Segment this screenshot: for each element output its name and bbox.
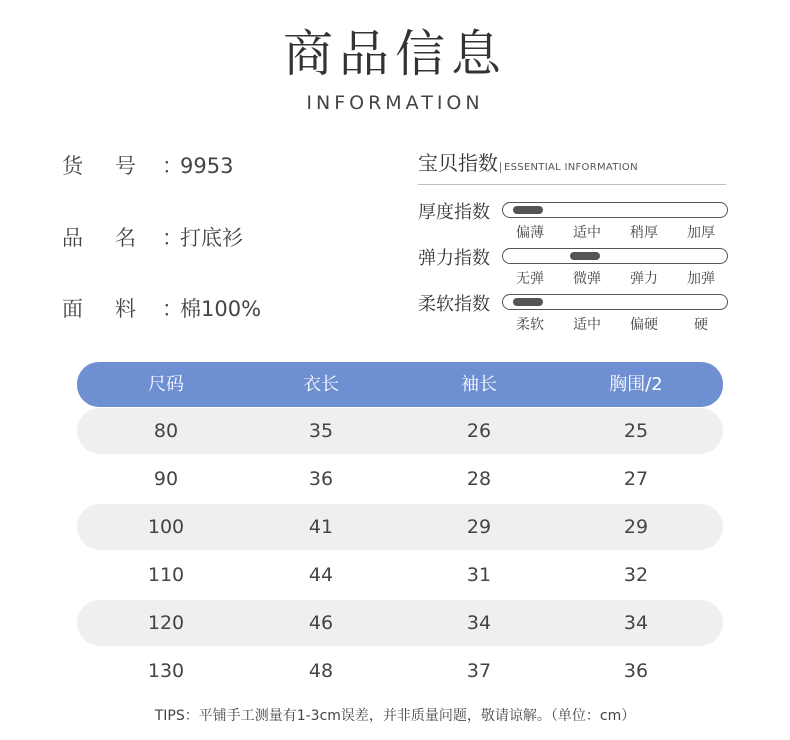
index-level-label: 适中 <box>573 225 601 241</box>
cell-chest: 36 <box>623 660 649 682</box>
cell-chest: 29 <box>623 516 649 538</box>
cell-sleeve: 26 <box>466 420 492 442</box>
index-level-label: 偏硬 <box>630 317 658 333</box>
cell-chest: 25 <box>623 420 649 442</box>
cell-size: 130 <box>147 660 185 682</box>
cell-chest: 27 <box>623 468 649 490</box>
index-level-label: 适中 <box>573 317 601 333</box>
index-level-label: 无弹 <box>516 271 544 287</box>
page-subtitle: INFORMATION <box>306 92 484 114</box>
index-level-label: 偏薄 <box>516 225 544 241</box>
index-slider-track <box>502 202 728 218</box>
table-row <box>77 408 723 454</box>
sku-row: 货 号 ：9953 <box>62 150 233 180</box>
tips-note: TIPS：平铺手工测量有1-3cm误差，并非质量问题，敬请谅解。（单位：cm） <box>154 708 636 724</box>
index-slider-knob <box>570 252 600 260</box>
index-level-label: 弹力 <box>630 271 658 287</box>
material-value: 棉100% <box>180 297 262 321</box>
cell-size: 90 <box>153 468 179 490</box>
index-level-label: 加弹 <box>687 271 715 287</box>
index-level-label: 稍厚 <box>630 225 658 241</box>
cell-length: 46 <box>308 612 334 634</box>
sku-value: 9953 <box>180 154 234 178</box>
cell-sleeve: 34 <box>466 612 492 634</box>
index-section-title: 宝贝指数 ESSENTIAL INFORMATION <box>418 151 638 175</box>
cell-sleeve: 28 <box>466 468 492 490</box>
header-size: 尺码 <box>148 374 184 395</box>
index-label: 柔软指数 <box>418 294 490 315</box>
index-level-label: 微弹 <box>573 271 601 287</box>
index-label: 厚度指数 <box>418 202 490 223</box>
table-header <box>77 362 723 407</box>
name-value: 打底衫 <box>180 226 243 250</box>
name-row: 品 名 ：打底衫 <box>62 222 243 252</box>
cell-sleeve: 37 <box>466 660 492 682</box>
index-slider-knob <box>513 298 543 306</box>
index-section-subtitle: ESSENTIAL INFORMATION <box>500 162 638 173</box>
table-row <box>77 504 723 550</box>
cell-size: 80 <box>153 420 179 442</box>
index-slider-knob <box>513 206 543 214</box>
material-row: 面 料 ：棉100% <box>62 293 261 323</box>
header-length: 衣长 <box>303 374 339 395</box>
divider <box>418 184 726 185</box>
index-slider-track <box>502 248 728 264</box>
index-slider-track <box>502 294 728 310</box>
cell-length: 36 <box>308 468 334 490</box>
header-sleeve: 袖长 <box>461 374 497 395</box>
cell-size: 120 <box>147 612 185 634</box>
cell-sleeve: 29 <box>466 516 492 538</box>
table-row <box>77 552 723 598</box>
index-level-label: 硬 <box>694 317 708 333</box>
index-level-label: 柔软 <box>516 317 544 333</box>
name-label: 品 名 <box>62 226 138 250</box>
index-level-label: 加厚 <box>687 225 715 241</box>
cell-length: 41 <box>308 516 334 538</box>
cell-length: 44 <box>308 564 334 586</box>
cell-chest: 34 <box>623 612 649 634</box>
cell-chest: 32 <box>623 564 649 586</box>
header-chest: 胸围/2 <box>609 374 663 395</box>
table-row <box>77 600 723 646</box>
index-label: 弹力指数 <box>418 248 490 269</box>
table-row <box>77 648 723 694</box>
cell-sleeve: 31 <box>466 564 492 586</box>
cell-size: 110 <box>147 564 185 586</box>
sku-label: 货 号 <box>62 154 138 178</box>
cell-length: 48 <box>308 660 334 682</box>
cell-length: 35 <box>308 420 334 442</box>
table-row <box>77 456 723 502</box>
material-label: 面 料 <box>62 297 138 321</box>
page-title: 商品信息 <box>283 25 507 83</box>
cell-size: 100 <box>147 516 185 538</box>
